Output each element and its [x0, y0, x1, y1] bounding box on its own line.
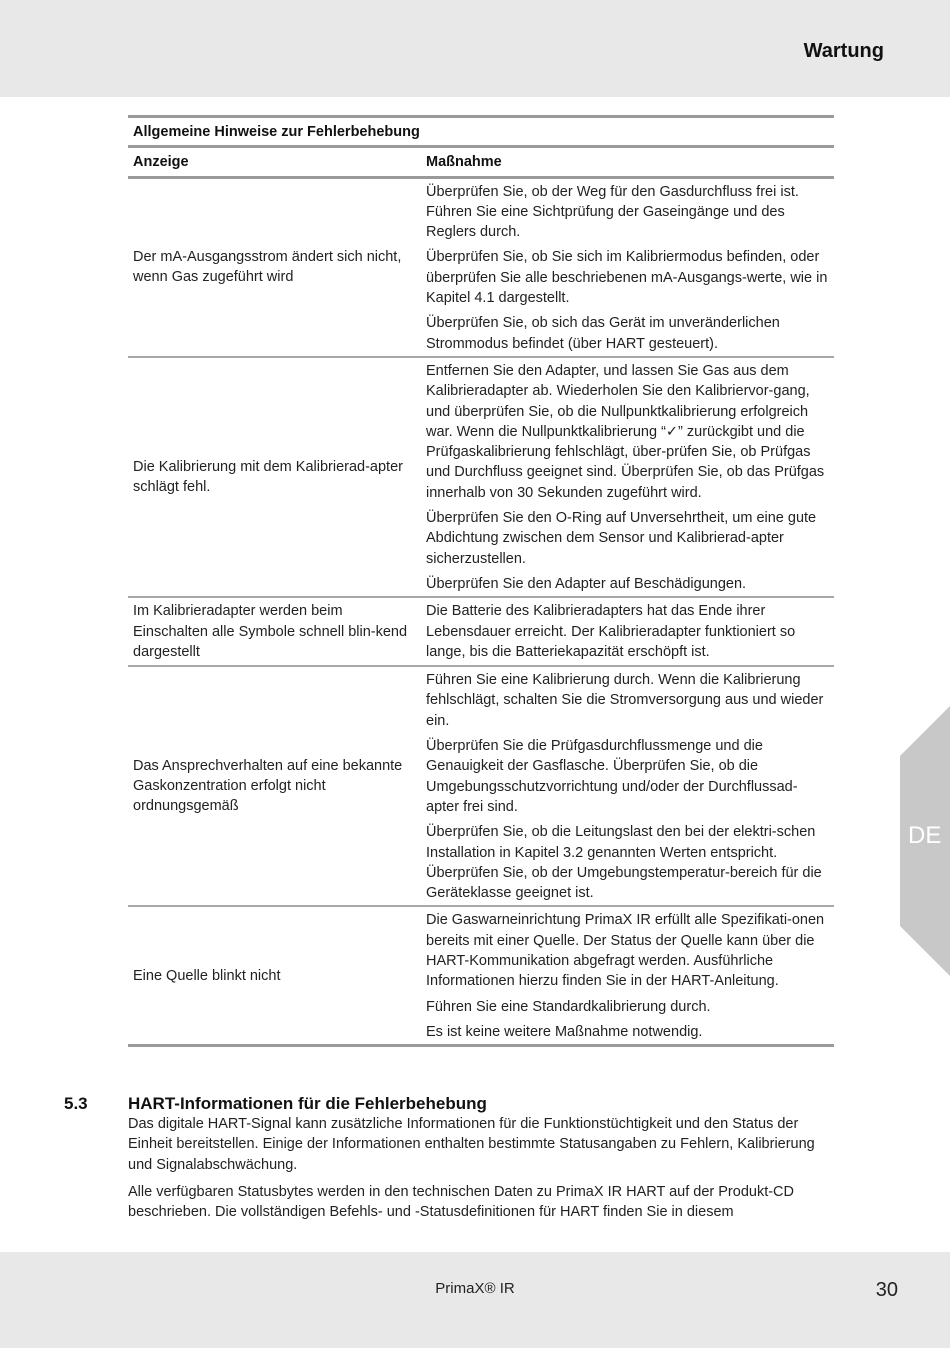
table-row	[128, 357, 834, 597]
table-row	[128, 906, 834, 1045]
section-body	[128, 1114, 836, 1229]
section-title: HART-Informationen für die Fehlerbehebung	[128, 1094, 487, 1113]
action-cell	[421, 666, 834, 906]
page-number: 30	[875, 1279, 898, 1301]
section-number: 5.3	[64, 1094, 88, 1113]
table-caption: Allgemeine Hinweise zur Fehlerbehebung	[128, 117, 834, 147]
chapter-title: Wartung	[803, 40, 884, 62]
action-cell	[421, 906, 834, 1045]
action-item: Entfernen Sie den Adapter, und lassen Sie Gas aus dem Kalibrieradapter ab. Wiederholen Sie den Kalibriervor-gang, und überprüfen Sie, ob die Nullpunktkalibrierung erfolgreich war. Wenn die Nullpunktkalibrierung “✓” zurückgibt und die Prüfgaskalibrierung fehlschlägt, über-prüfen Sie, ob Prüfgas und Durchfluss geeignet sind. Überprüfen Sie, ob das Prüfgas innerhalb von 30 Sekunden zugeführt wird.	[426, 362, 825, 501]
action-item: Überprüfen Sie, ob der Weg für den Gasdurchfluss frei ist. Führen Sie eine Sichtprüfung der Gaseingänge und des Reglers durch.	[426, 183, 799, 241]
display-cell: Das Ansprechverhalten auf eine bekannte Gaskonzentration erfolgt nicht ordnungsgemäß	[128, 666, 421, 906]
display-cell: Im Kalibrieradapter werden beim Einschalten alle Symbole schnell blin-kend dargestellt	[128, 597, 421, 666]
action-cell	[421, 597, 834, 666]
display-cell: Die Kalibrierung mit dem Kalibrierad-apter schlägt fehl.	[128, 357, 421, 597]
column-header-display: Anzeige	[128, 147, 421, 177]
action-item: Überprüfen Sie den Adapter auf Beschädigungen.	[426, 575, 747, 592]
action-item: Überprüfen Sie den O-Ring auf Unversehrtheit, um eine gute Abdichtung zwischen dem Sensor und Kalibrierad-apter sicherzustellen.	[426, 510, 817, 567]
action-cell	[421, 177, 834, 357]
action-item: Überprüfen Sie, ob sich das Gerät im unveränderlichen Strommodus befindet (über HART gesteuert).	[426, 315, 780, 352]
display-cell: Eine Quelle blinkt nicht	[128, 906, 421, 1045]
page-footer	[0, 1252, 950, 1348]
action-item: Führen Sie eine Standardkalibrierung durch.	[426, 998, 711, 1015]
action-item: Überprüfen Sie, ob die Leitungslast den bei der elektri-schen Installation in Kapitel 3.2 genannten Werten entspricht. Überprüfen Sie, ob der Umgebungstemperatur-bereich für die Geräteklasse geeignet ist.	[426, 824, 822, 902]
display-cell: Der mA-Ausgangsstrom ändert sich nicht, wenn Gas zugeführt wird	[133, 248, 402, 286]
table-row	[128, 666, 834, 906]
product-name: PrimaX® IR	[435, 1280, 515, 1297]
action-item: Die Gaswarneinrichtung PrimaX IR erfüllt alle Spezifikati-onen bereits mit einer Quelle. Der Status der Quelle kann über die HART-Kommunikation abgefragt werden. Ausführliche Informationen hierzu finden Sie in der HART-Anleitung.	[426, 912, 825, 990]
action-item: Es ist keine weitere Maßnahme notwendig.	[426, 1023, 703, 1040]
table-row	[128, 597, 834, 666]
troubleshooting-table	[128, 115, 834, 1047]
language-tab-label: DE	[908, 822, 942, 849]
paragraph: Alle verfügbaren Statusbytes werden in den technischen Daten zu PrimaX IR HART auf der Produkt-CD beschrieben. Die vollständigen Befehls- und -Statusdefinitionen für HART finden Sie in diesem	[128, 1183, 794, 1221]
table-row	[128, 177, 834, 357]
action-item: Überprüfen Sie, ob Sie sich im Kalibriermodus befinden, oder überprüfen Sie alle beschriebenen mA-Ausgangs-werte, wie in Kapitel 4.1 dargestellt.	[426, 249, 828, 307]
action-cell	[421, 357, 834, 597]
action-item: Führen Sie eine Kalibrierung durch. Wenn die Kalibrierung fehlschlägt, schalten Sie die Stromversorgung aus und wieder ein.	[426, 672, 824, 729]
paragraph: Das digitale HART-Signal kann zusätzliche Informationen für die Funktionstüchtigkeit und den Status der Einheit bereitstellen. Einige der Informationen enthalten bestimmte Statusangaben zu Fehlern, Kalibrierung und Signalabschwächung.	[128, 1116, 815, 1173]
action-item: Überprüfen Sie die Prüfgasdurchflussmenge und die Genauigkeit der Gasflasche. Überprüfen Sie, ob die Umgebungsschutzvorrichtung und/oder der Durchflussad-apter frei sind.	[426, 738, 798, 815]
action-item: Die Batterie des Kalibrieradapters hat das Ende ihrer Lebensdauer erreicht. Der Kalibrieradapter funktioniert so lange, bis die Batteriekapazität erschöpft ist.	[426, 603, 796, 660]
column-header-action: Maßnahme	[421, 147, 834, 177]
